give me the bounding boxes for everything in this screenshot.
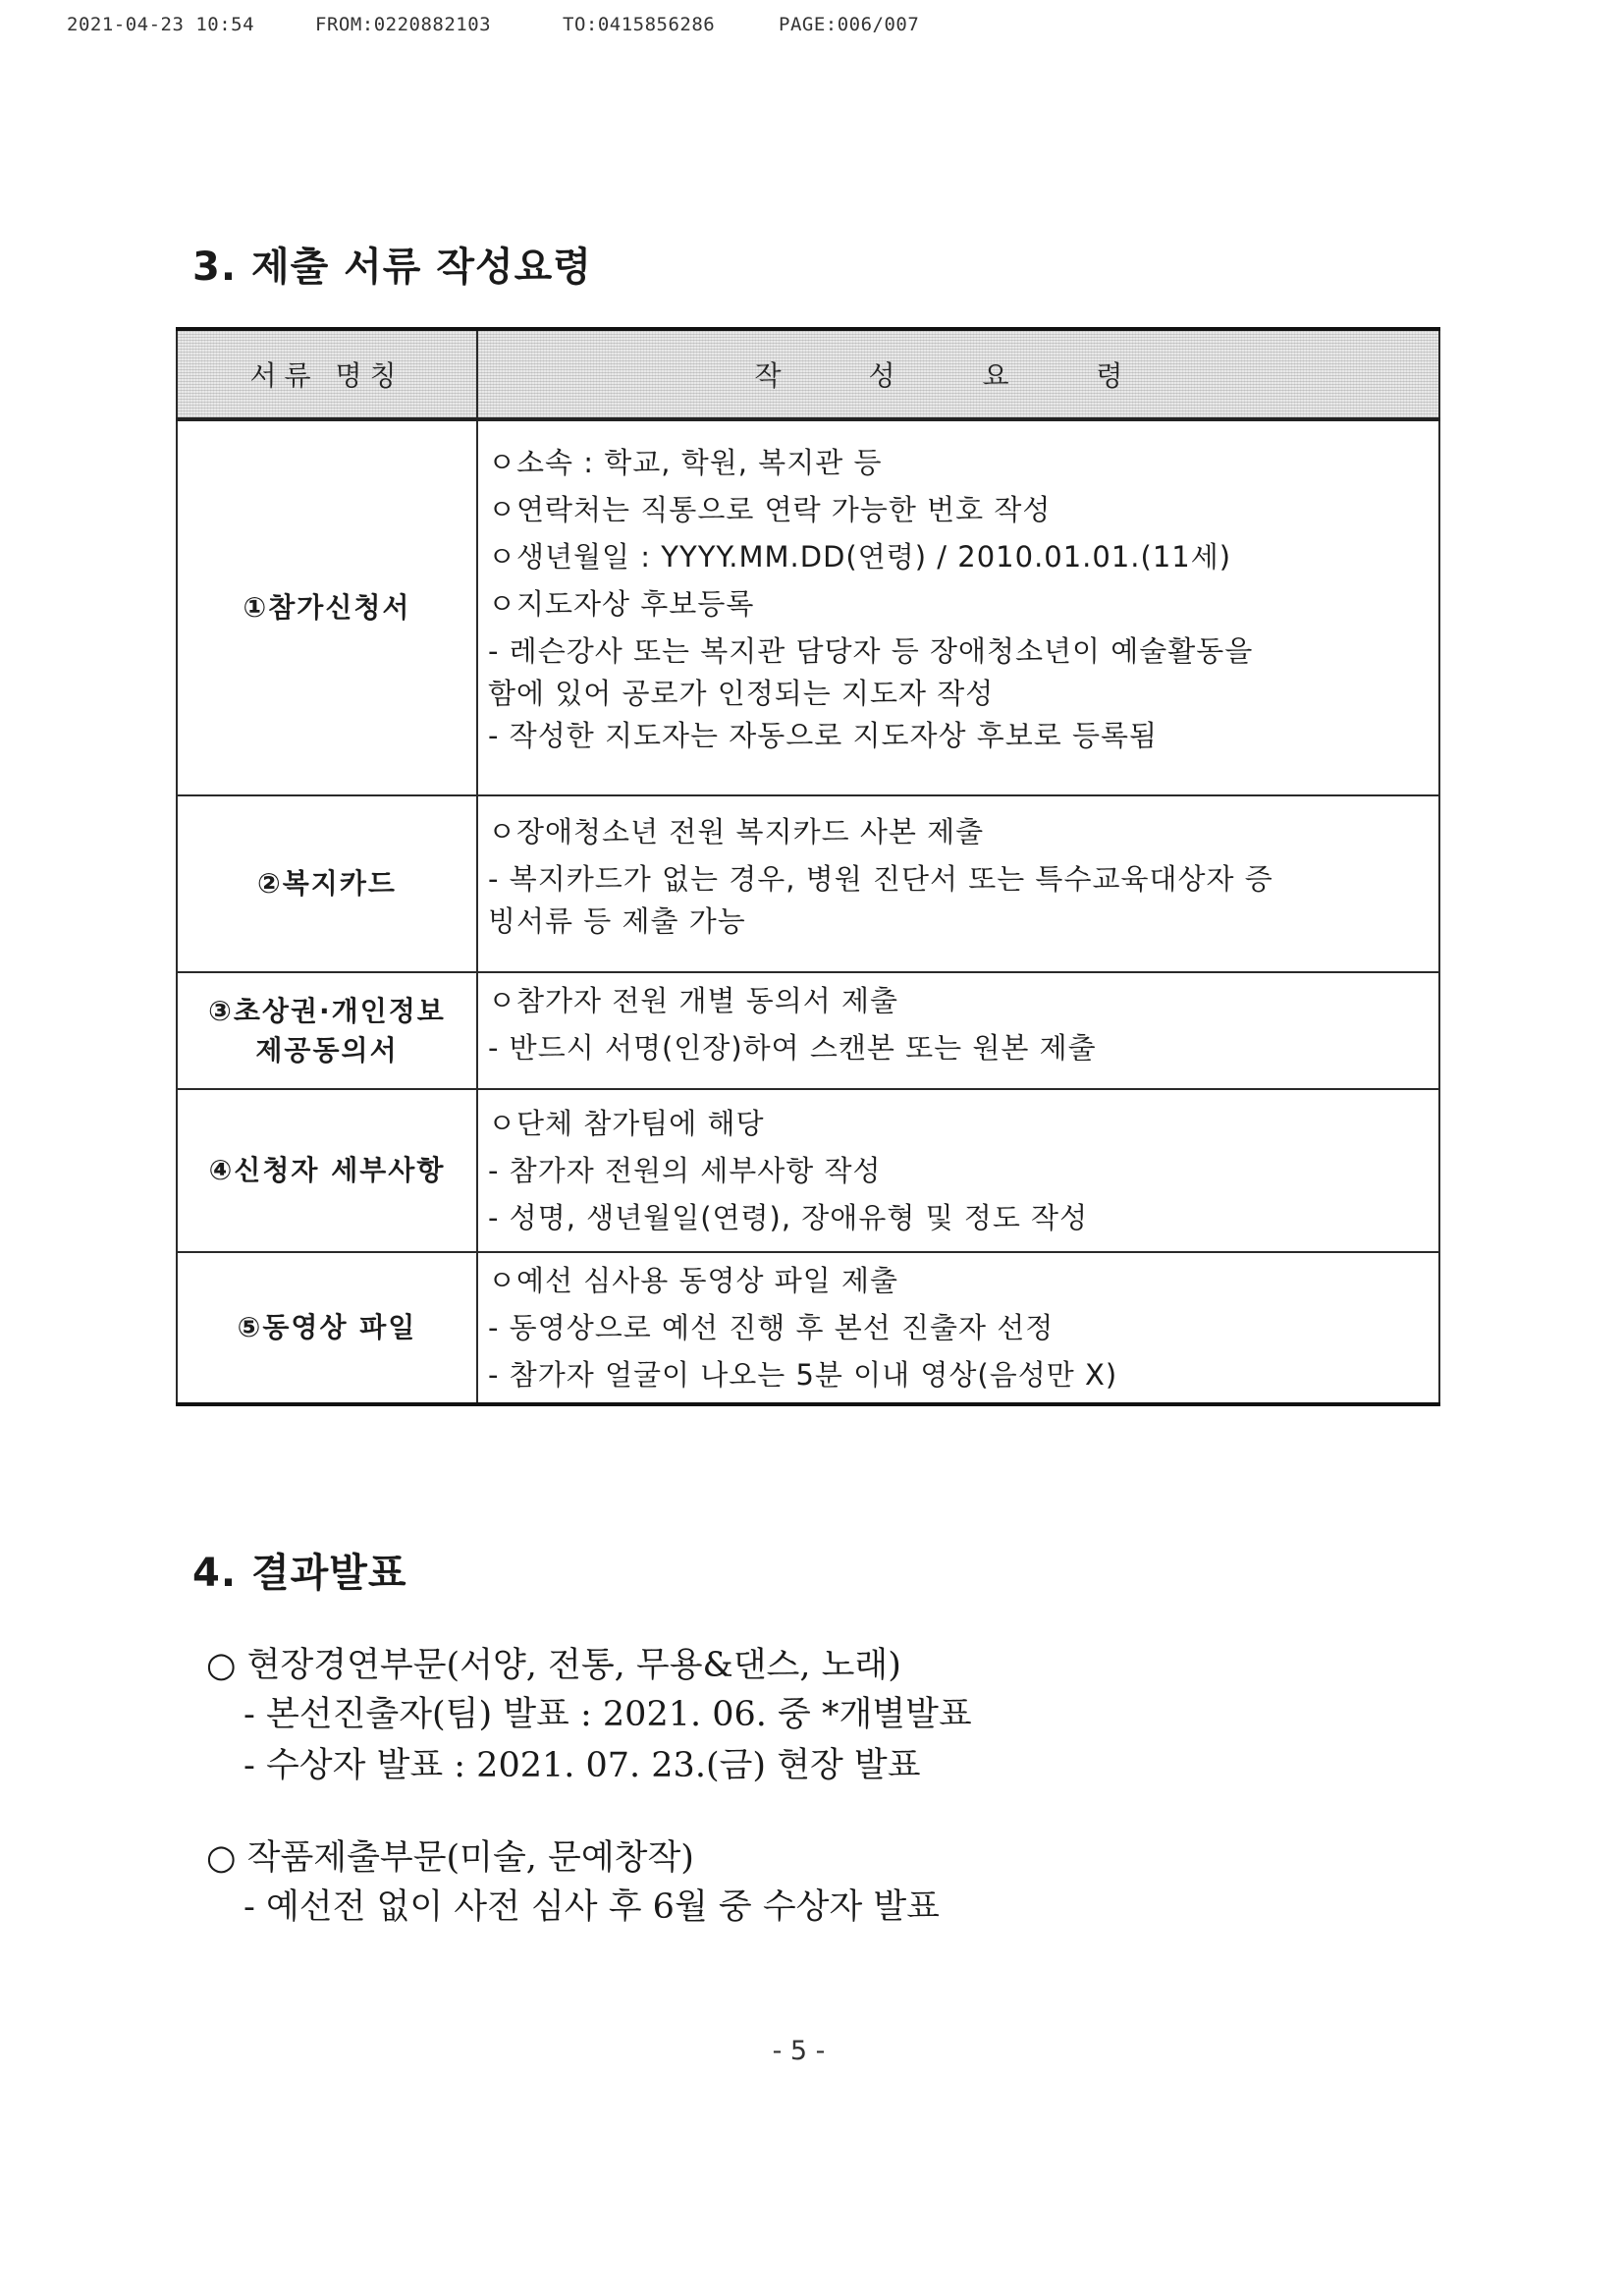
guide-line: ㅇ단체 참가팀에 해당 — [488, 1107, 765, 1140]
guide-cell — [477, 1089, 1439, 1252]
document-name-cell — [177, 1252, 477, 1404]
guide-line: - 성명, 생년월일(연령), 장애유형 및 정도 작성 — [488, 1201, 1089, 1234]
guide-line: - 작성한 지도자는 자동으로 지도자상 후보로 등록됨 — [488, 719, 1159, 752]
document-name: ⑤동영상 파일 — [237, 1311, 417, 1343]
table-row — [177, 1089, 1439, 1252]
guide-line: - 참가자 전원의 세부사항 작성 — [488, 1154, 882, 1187]
table-row — [177, 795, 1439, 972]
guide-cell — [477, 972, 1439, 1089]
result-announcement-performance — [206, 1642, 972, 1791]
document-name: 제공동의서 — [255, 1033, 399, 1066]
document-name: ②복지카드 — [257, 867, 397, 900]
table-header-row — [177, 329, 1439, 419]
fax-from-number: FROM:0220882103 — [315, 14, 492, 35]
document-name: ③초상권·개인정보 — [208, 994, 446, 1027]
document-name-cell — [177, 972, 477, 1089]
result-detail: - 본선진출자(팀) 발표 : 2021. 06. 중 *개별발표 — [244, 1695, 972, 1734]
header-writing-guide: 작 성 요 령 — [477, 329, 1439, 419]
guide-line: 빙서류 등 제출 가능 — [488, 904, 746, 938]
result-announcement-submission — [206, 1834, 940, 1933]
document-requirements-table — [176, 327, 1440, 1406]
fax-page-count: PAGE:006/007 — [779, 14, 920, 35]
guide-cell — [477, 795, 1439, 972]
document-name: ④신청자 세부사항 — [208, 1154, 446, 1186]
guide-line: - 레슨강사 또는 복지관 담당자 등 장애청소년이 예술활동을 — [488, 634, 1254, 668]
result-detail: - 수상자 발표 : 2021. 07. 23.(금) 현장 발표 — [244, 1746, 921, 1785]
guide-line: ㅇ연락처는 직통으로 연락 가능한 번호 작성 — [488, 493, 1052, 526]
guide-line: 함에 있어 공로가 인정되는 지도자 작성 — [488, 677, 995, 710]
section-4-title: 4. 결과발표 — [192, 1551, 407, 1596]
page-number: - 5 - — [772, 2036, 826, 2066]
guide-line: - 참가자 얼굴이 나오는 5분 이내 영상(음성만 X) — [488, 1358, 1118, 1392]
guide-line: - 복지카드가 없는 경우, 병원 진단서 또는 특수교육대상자 증 — [488, 862, 1273, 896]
result-detail: - 예선전 없이 사전 심사 후 6월 중 수상자 발표 — [244, 1887, 940, 1927]
guide-line: - 반드시 서명(인장)하여 스캔본 또는 원본 제출 — [488, 1031, 1097, 1065]
guide-line: ㅇ참가자 전원 개별 동의서 제출 — [488, 984, 899, 1017]
guide-line: - 동영상으로 예선 진행 후 본선 진출자 선정 — [488, 1311, 1055, 1344]
guide-line: ㅇ장애청소년 전원 복지카드 사본 제출 — [488, 815, 985, 848]
header-document-name: 서류 명칭 — [177, 329, 477, 419]
fax-date: 2021-04-23 10:54 — [67, 14, 255, 35]
guide-cell — [477, 419, 1439, 795]
document-name-cell — [177, 419, 477, 795]
result-heading: ○ 작품제출부문(미술, 문예창작) — [206, 1838, 694, 1878]
guide-cell — [477, 1252, 1439, 1404]
table-row — [177, 972, 1439, 1089]
fax-to-number: TO:0415856286 — [563, 14, 716, 35]
guide-line: ㅇ소속 : 학교, 학원, 복지관 등 — [488, 446, 883, 479]
document-name-cell — [177, 1089, 477, 1252]
result-heading: ○ 현장경연부문(서양, 전통, 무용&댄스, 노래) — [206, 1646, 901, 1685]
table-row — [177, 1252, 1439, 1404]
guide-line: ㅇ예선 심사용 동영상 파일 제출 — [488, 1264, 899, 1297]
guide-line: ㅇ지도자상 후보등록 — [488, 587, 755, 621]
table-row — [177, 419, 1439, 795]
guide-line: ㅇ생년월일 : YYYY.MM.DD(연령) / 2010.01.01.(11세) — [488, 540, 1232, 574]
document-name: ①참가신청서 — [243, 591, 411, 624]
section-3-title: 3. 제출 서류 작성요령 — [192, 245, 592, 290]
document-name-cell — [177, 795, 477, 972]
